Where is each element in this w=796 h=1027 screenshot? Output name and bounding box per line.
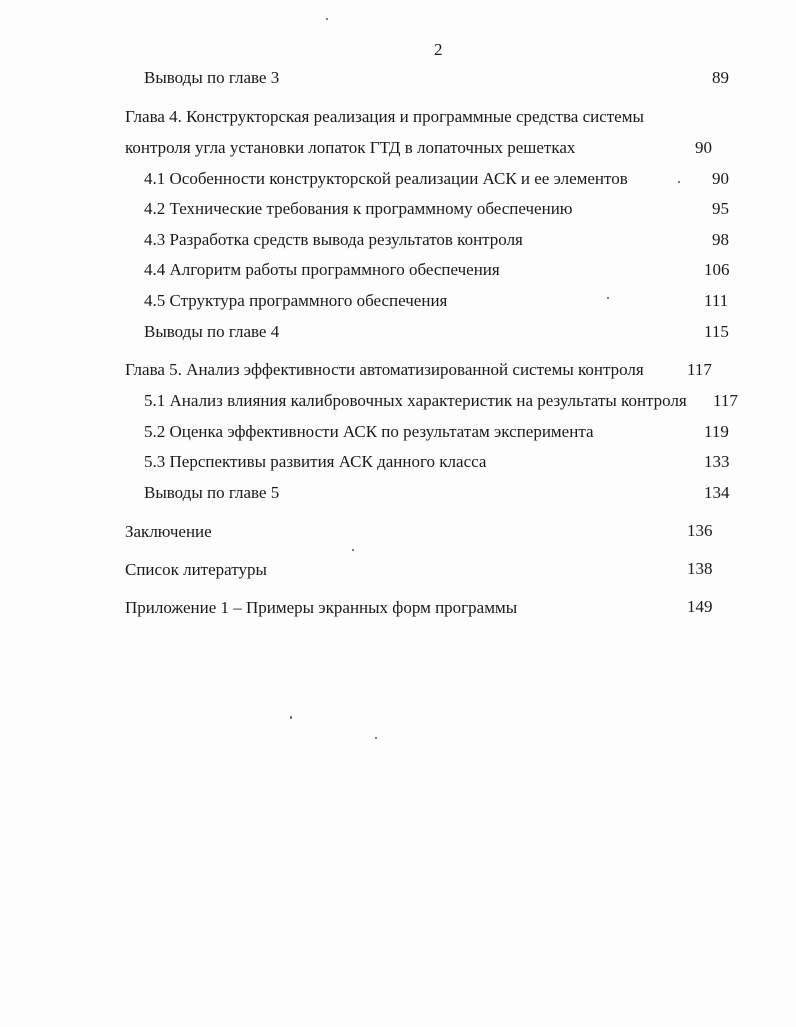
toc-entry-references: Список литературы — [125, 560, 267, 579]
scan-speck — [678, 181, 680, 183]
toc-entry-5-1: 5.1 Анализ влияния калибровочных характеристик на результаты контроля — [144, 391, 687, 410]
toc-page-number: 117 — [687, 360, 712, 379]
toc-page-number: 106 — [704, 260, 730, 279]
toc-page-number: 89 — [712, 68, 729, 87]
toc-entry-appendix-1: Приложение 1 – Примеры экранных форм программы — [125, 598, 518, 617]
scan-speck — [290, 716, 292, 719]
scan-speck — [375, 737, 377, 739]
toc-page-number: 138 — [687, 559, 713, 578]
toc-page-number: 90 — [695, 138, 712, 157]
toc-page-number: 117 — [713, 391, 738, 410]
page-number: 2 — [434, 40, 443, 59]
scan-speck — [352, 549, 354, 551]
toc-entry-4-1: 4.1 Особенности конструкторской реализации АСК и ее элементов — [144, 169, 628, 188]
toc-entry-4-3: 4.3 Разработка средств вывода результатов контроля — [144, 230, 523, 249]
toc-entry-conclusions-ch3: Выводы по главе 3 — [144, 68, 280, 87]
toc-entry-conclusions-ch4: Выводы по главе 4 — [144, 322, 280, 341]
toc-page-number: 98 — [712, 230, 729, 249]
toc-page-number: 111 — [704, 291, 729, 310]
scan-speck — [326, 18, 328, 20]
toc-page-number: 115 — [704, 322, 729, 341]
toc-page-number: 119 — [704, 422, 729, 441]
toc-page-number: 95 — [712, 199, 729, 218]
toc-entry-5-2: 5.2 Оценка эффективности АСК по результатам эксперимента — [144, 422, 594, 441]
toc-page-number: 134 — [704, 483, 730, 502]
toc-entry-conclusions-ch5: Выводы по главе 5 — [144, 483, 280, 502]
toc-entry-5-3: 5.3 Перспективы развития АСК данного класса — [144, 452, 487, 471]
toc-entry-chapter-4-cont: контроля угла установки лопаток ГТД в лопаточных решетках — [125, 138, 576, 157]
toc-entry-4-5: 4.5 Структура программного обеспечения — [144, 291, 448, 310]
toc-page-number: 136 — [687, 521, 713, 540]
toc-entry-chapter-5: Глава 5. Анализ эффективности автоматизированной системы контроля — [125, 360, 644, 379]
scan-speck — [607, 297, 609, 299]
toc-entry-4-2: 4.2 Технические требования к программному обеспечению — [144, 199, 573, 218]
toc-entry-chapter-4: Глава 4. Конструкторская реализация и программные средства системы — [125, 107, 644, 126]
toc-entry-conclusion: Заключение — [125, 522, 212, 541]
toc-page-number: 90 — [712, 169, 729, 188]
toc-entry-4-4: 4.4 Алгоритм работы программного обеспечения — [144, 260, 500, 279]
toc-page-number: 133 — [704, 452, 730, 471]
toc-page-number: 149 — [687, 597, 713, 616]
